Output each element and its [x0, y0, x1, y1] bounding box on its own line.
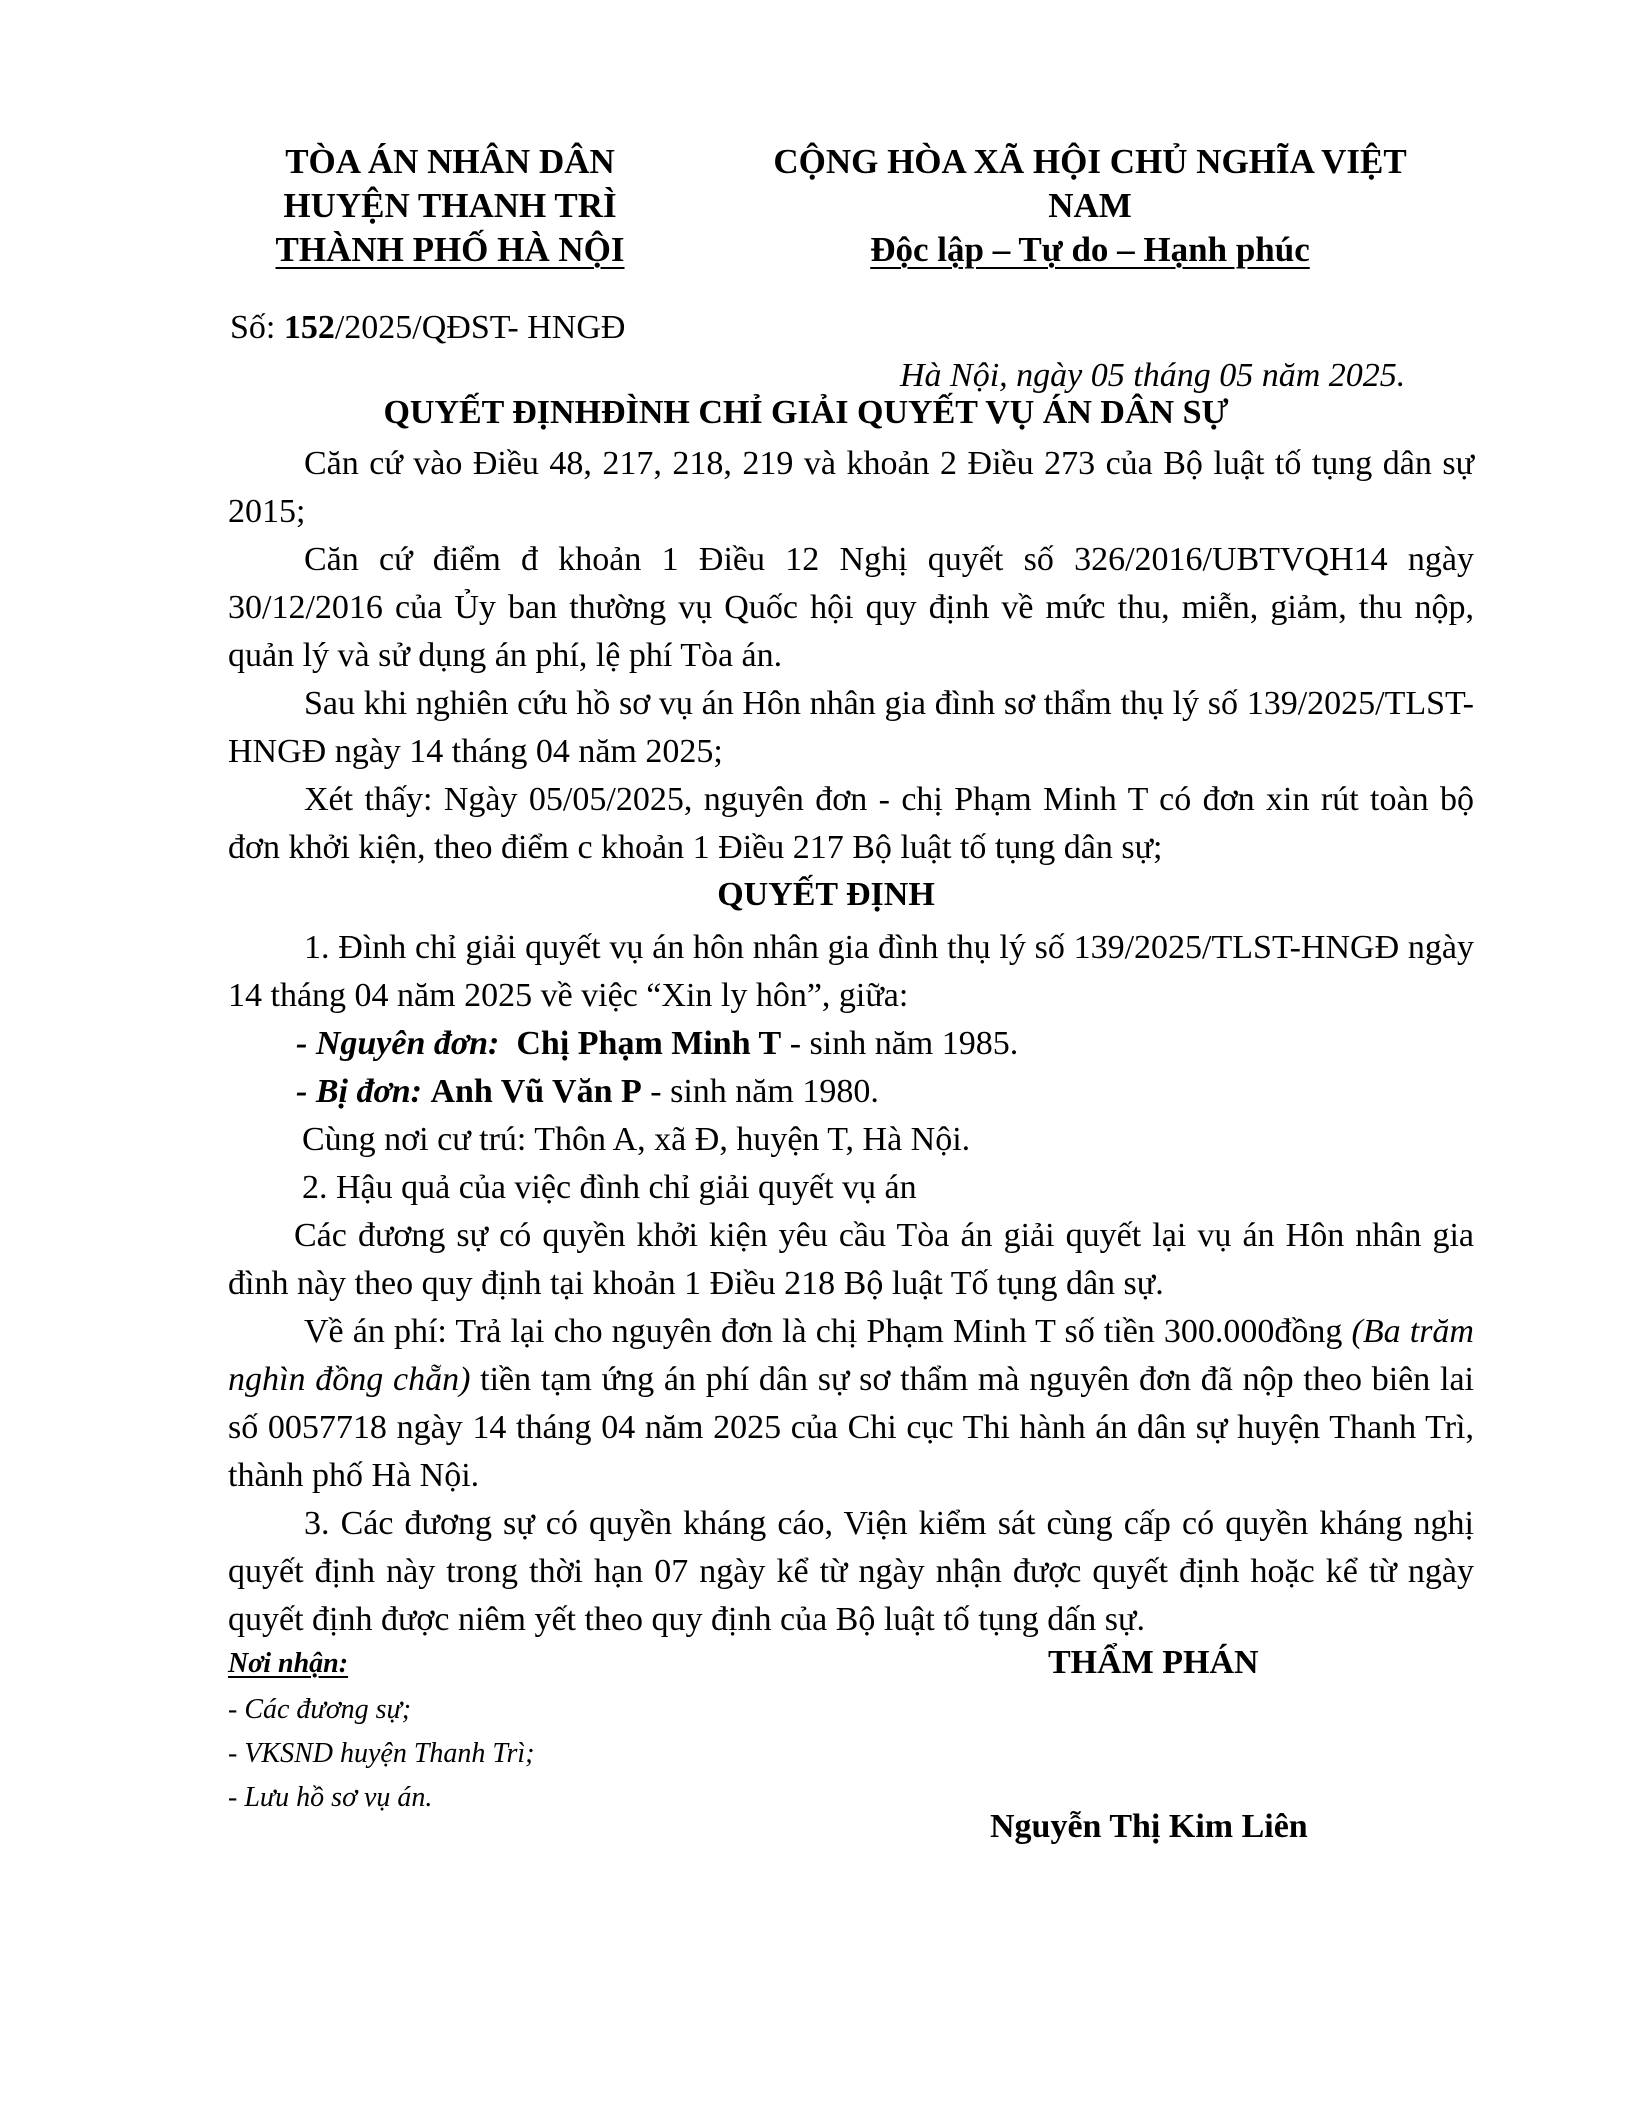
court-name: TÒA ÁN NHÂN DÂN [285, 142, 615, 181]
recipient-item: - VKSND huyện Thanh Trì; [228, 1738, 535, 1769]
recipient-item: - Các đương sự; [228, 1694, 412, 1725]
recipients-heading: Nơi nhận: [228, 1648, 349, 1679]
defendant-label: - Bị đơn: [296, 1073, 422, 1110]
doc-number-value: 152 [283, 309, 335, 346]
signature-name: Nguyễn Thị Kim Liên [990, 1808, 1308, 1845]
doc-number-prefix: Số: [230, 309, 284, 346]
national-motto: Độc lập – Tự do – Hạnh phúc [870, 230, 1310, 269]
court-fee-details: tiền tạm ứng án phí dân sự sơ thẩm mà nguyên đơn đã nộp theo biên lai số 0057718 ngày 14 tháng 04 năm 2025 của Chi cục Thi hành án dân sự huyện Thanh Trì, thành phố Hà Nội. [228, 1361, 1474, 1494]
preamble-consideration: Xét thấy: Ngày 05/05/2025, nguyên đơn - chị Phạm Minh T có đơn xin rút toàn bộ đơn khởi kiện, theo điểm c khoản 1 Điều 217 Bộ luật tố tụng dân sự; [228, 781, 1474, 866]
doc-number-suffix: /2025/QĐST- HNGĐ [334, 309, 626, 346]
court-fee-paragraph [228, 1308, 1474, 1500]
signature-title: THẨM PHÁN [1048, 1644, 1259, 1681]
plaintiff-label: - Nguyên đơn: [296, 1025, 500, 1062]
document-title: QUYẾT ĐỊNHĐÌNH CHỈ GIẢI QUYẾT VỤ ÁN DÂN SỰ [383, 394, 1229, 431]
defendant-birth: - sinh năm 1980. [641, 1073, 879, 1110]
decision-item-2-text: Các đương sự có quyền khởi kiện yêu cầu Tòa án giải quyết lại vụ án Hôn nhân gia đình này theo quy định tại khoản 1 Điều 218 Bộ luật Tố tụng dân sự. [228, 1217, 1474, 1302]
decision-item-2: 2. Hậu quả của việc đình chỉ giải quyết vụ án [302, 1169, 917, 1206]
decision-heading: QUYẾT ĐỊNH [717, 876, 935, 913]
country-name-cont: NAM [1048, 186, 1132, 225]
decision-item-1: 1. Đình chỉ giải quyết vụ án hôn nhân gia đình thụ lý số 139/2025/TLST-HNGĐ ngày 14 tháng 04 năm 2025 về việc “Xin ly hôn”, giữa: [228, 929, 1474, 1014]
defendant-name: Anh Vũ Văn P [430, 1073, 642, 1110]
court-district: HUYỆN THANH TRÌ [283, 186, 617, 225]
court-fee-amount: Về án phí: Trả lại cho nguyên đơn là chị Phạm Minh T số tiền 300.000đồng [304, 1313, 1352, 1350]
recipient-item: - Lưu hồ sơ vụ án. [228, 1782, 433, 1813]
place-date: Hà Nội, ngày 05 tháng 05 năm 2025. [900, 357, 1406, 394]
decision-item-3: 3. Các đương sự có quyền kháng cáo, Viện kiểm sát cùng cấp có quyền kháng nghị quyết định này trong thời hạn 07 ngày kể từ ngày nhận được quyết định hoặc kể từ ngày quyết định được niêm yết theo quy định của Bộ luật tố tụng dấn sự. [228, 1505, 1474, 1638]
preamble-legal-basis: Căn cứ vào Điều 48, 217, 218, 219 và khoản 2 Điều 273 của Bộ luật tố tụng dân sự 2015; [228, 445, 1474, 530]
plaintiff-line [296, 1020, 1018, 1068]
plaintiff-name: Chị Phạm Minh T [516, 1025, 782, 1062]
preamble-case-review: Sau khi nghiên cứu hồ sơ vụ án Hôn nhân gia đình sơ thẩm thụ lý số 139/2025/TLST-HNGĐ ngày 14 tháng 04 năm 2025; [228, 685, 1474, 770]
court-city: THÀNH PHỐ HÀ NỘI [275, 230, 625, 269]
court-fee-words: (Ba trăm nghìn đồng chẵn) [228, 1313, 1474, 1398]
defendant-line [296, 1068, 879, 1116]
preamble-resolution-basis: Căn cứ điểm đ khoản 1 Điều 12 Nghị quyết số 326/2016/UBTVQH14 ngày 30/12/2016 của Ủy ban thường vụ Quốc hội quy định về mức thu, miễn, giảm, thu nộp, quản lý và sử dụng án phí, lệ phí Tòa án. [228, 541, 1474, 674]
court-header [200, 140, 700, 272]
residence-line: Cùng nơi cư trú: Thôn A, xã Đ, huyện T, Hà Nội. [302, 1121, 971, 1158]
national-header [720, 140, 1460, 272]
plaintiff-birth: - sinh năm 1985. [781, 1025, 1019, 1062]
country-name: CỘNG HÒA XÃ HỘI CHỦ NGHĨA VIỆT [773, 142, 1407, 181]
document-number [230, 304, 625, 352]
